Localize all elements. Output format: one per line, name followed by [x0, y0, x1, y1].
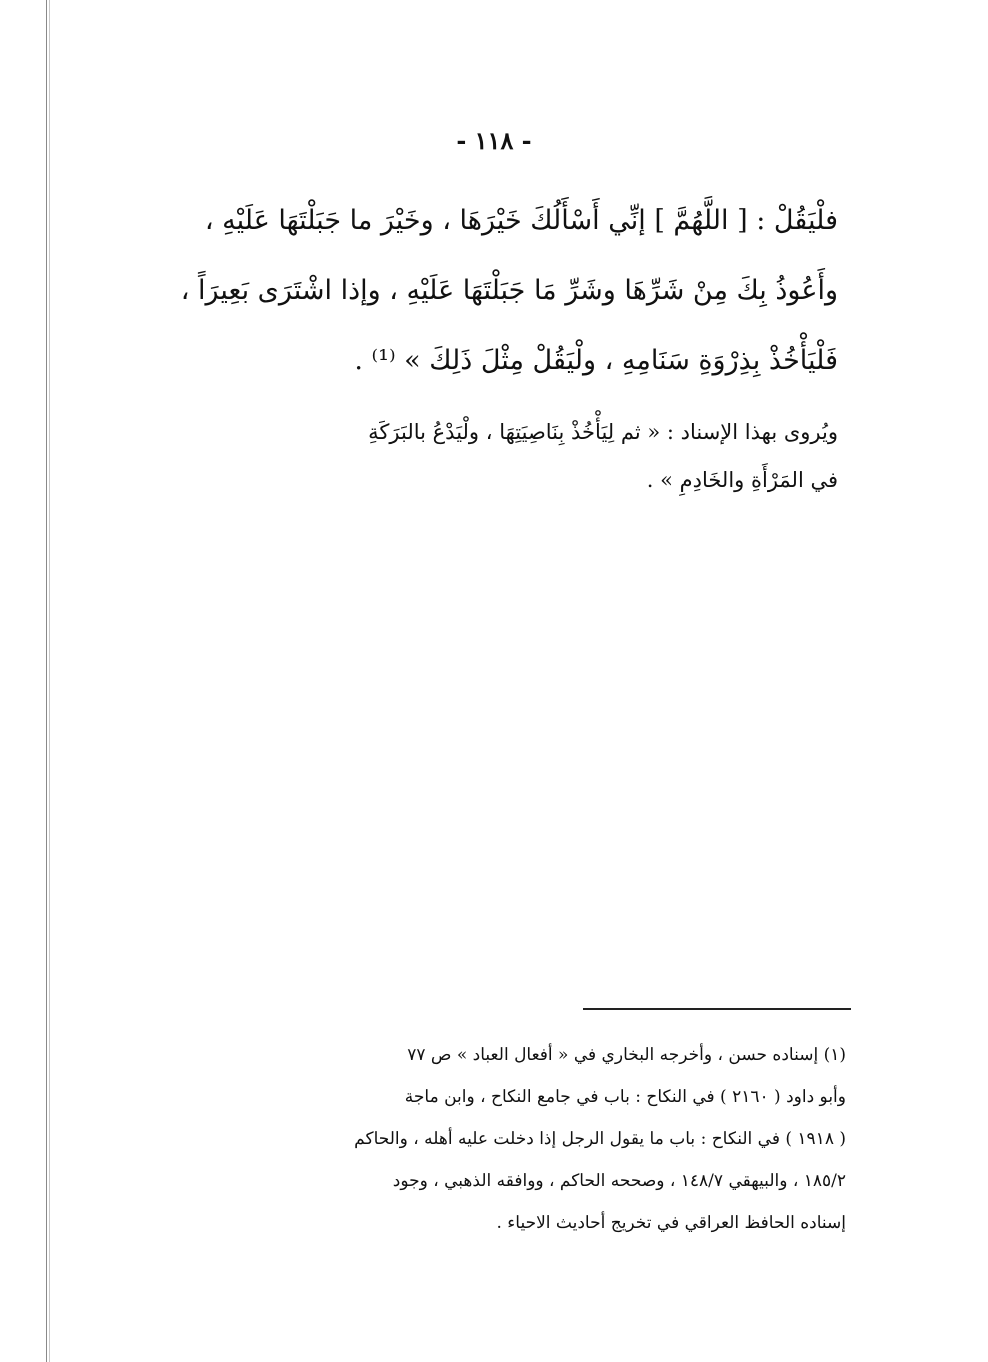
footnote-line-4: ١٨٥/٢ ، والبيهقي ١٤٨/٧ ، وصححه الحاكم ، ووافقه الذهبي ، وجود: [392, 1171, 846, 1191]
footnote-line-3: ( ١٩١٨ ) في النكاح : باب ما يقول الرجل إذا دخلت عليه أهله ، والحاكم: [354, 1129, 846, 1149]
binding-margin-shadow: [49, 0, 50, 1362]
secondary-paragraph: [196, 408, 838, 504]
main-line-3: فَلْيَأْخُذْ بِذِرْوَةِ سَنَامِهِ ، ولْيَقُلْ مِثْلَ ذَلِكَ » ⁽¹⁾ .: [354, 345, 838, 376]
footnote-divider: [583, 1008, 851, 1010]
secondary-line-1: ويُروى بهذا الإسناد : « ثم لِيَأْخُذْ بِنَاصِيَتِهَا ، ولْيَدْعُ بالبَرَكَةِ: [368, 420, 838, 444]
footnote-line-1: (١) إسناده حسن ، وأخرجه البخاري في « أفعال العباد » ص ٧٧: [407, 1045, 846, 1065]
page-number: - ١١٨ -: [456, 126, 532, 155]
main-paragraph: [180, 186, 838, 396]
secondary-line-2: في المَرْأَةِ والخَادِمِ » .: [646, 468, 838, 492]
main-line-1: فلْيَقُلْ : [ اللَّهُمَّ ] إنِّي أَسْأَلُكَ خَيْرَهَا ، وخَيْرَ ما جَبَلْتَهَا عَلَيْهِ ،: [204, 205, 838, 236]
footnote-line-2: وأبو داود ( ٢١٦٠ ) في النكاح : باب في جامع النكاح ، وابن ماجة: [404, 1087, 846, 1107]
footnotes: [196, 1034, 846, 1244]
main-line-2: وأَعُوذُ بِكَ مِنْ شَرِّهَا وشَرِّ مَا جَبَلْتَهَا عَلَيْهِ ، وإذا اشْتَرَى بَعِيرَاً ،: [180, 275, 838, 306]
footnote-line-5: إسناده الحافظ العراقي في تخريج أحاديث الاحياء .: [496, 1213, 846, 1233]
binding-margin-line: [46, 0, 47, 1362]
